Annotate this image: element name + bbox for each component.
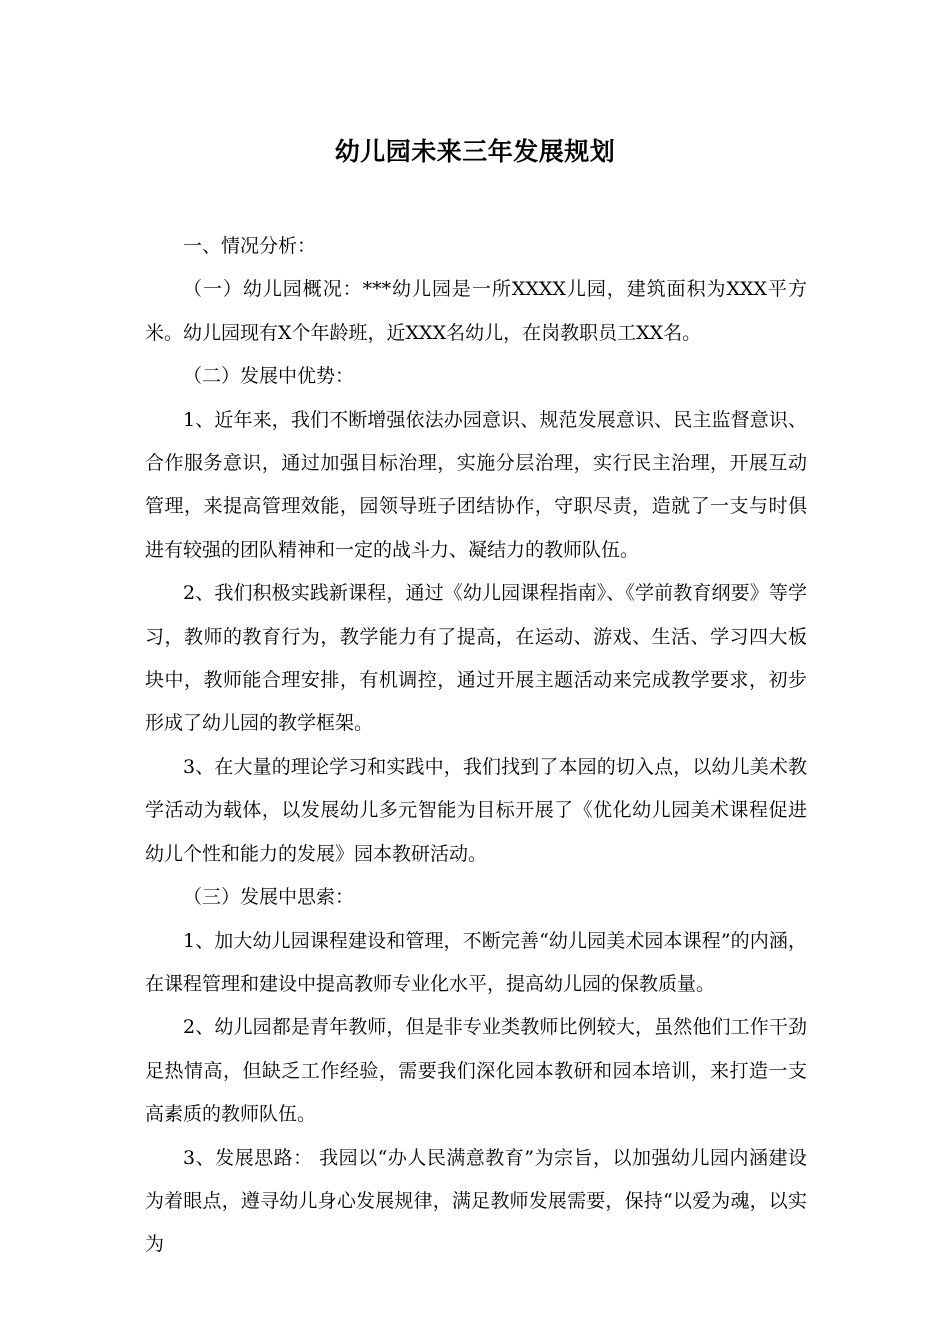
paragraph-advantage-3: 3、在大量的理论学习和实践中，我们找到了本园的切入点，以幼儿美术教学活动为载体，以发展幼儿多元智能为目标开展了《优化幼儿园美术课程促进幼儿个性和能力的发展》园本教研活动。	[145, 755, 807, 865]
paragraph-reflection-2: 2、幼儿园都是青年教师，但是非专业类教师比例较大，虽然他们工作干劲足热情高，但缺乏工作经验，需要我们深化园本教研和园本培训，来打造一支高素质的教师队伍。	[145, 1016, 807, 1126]
paragraph-development-approach: 3、发展思路： 我园以“办人民满意教育”为宗旨，以加强幼儿园内涵建设为着眼点，遵寻幼儿身心发展规律，满足教师发展需要，保持“以爱为魂，以实为	[145, 1146, 807, 1256]
subsection-heading-reflections: （三）发展中思索：	[183, 886, 355, 909]
document-title: 幼儿园未来三年发展规划	[334, 137, 616, 166]
paragraph-advantage-1: 1、近年来，我们不断增强依法办园意识、规范发展意识、民主监督意识、合作服务意识，通过加强目标治理，实施分层治理，实行民主治理，开展互动管理，来提高管理效能，园领导班子团结协作，守职尽责，造就了一支与时俱进有较强的团队精神和一定的战斗力、凝结力的教师队伍。	[145, 408, 807, 561]
paragraph-kindergarten-overview: （一）幼儿园概况：***幼儿园是一所XXXX儿园，建筑面积为XXX平方米。幼儿园现有X个年龄班，近XXX名幼儿，在岗教职员工XX名。	[145, 278, 807, 344]
paragraph-advantage-2: 2、我们积极实践新课程，通过《幼儿园课程指南》、《学前教育纲要》等学习，教师的教育行为，教学能力有了提高，在运动、游戏、生活、学习四大板块中，教师能合理安排，有机调控，通过开展主题活动来完成教学要求，初步形成了幼儿园的教学框架。	[145, 582, 807, 735]
section-heading-situation-analysis: 一、情况分析：	[183, 235, 317, 257]
subsection-heading-advantages: （二）发展中优势：	[183, 365, 355, 388]
paragraph-reflection-1: 1、加大幼儿园课程建设和管理，不断完善“幼儿园美术园本课程”的内涵，在课程管理和建设中提高教师专业化水平，提高幼儿园的保教质量。	[145, 929, 807, 995]
document-body	[145, 225, 807, 1267]
